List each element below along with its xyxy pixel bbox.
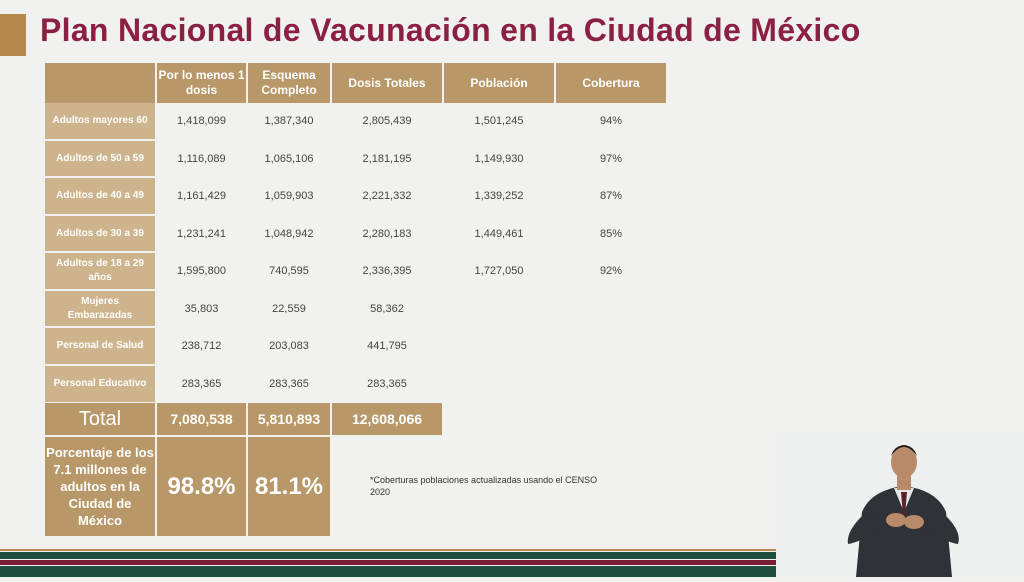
footnote: *Coberturas poblaciones actualizadas usando el CENSO 2020 [370, 475, 598, 497]
table-cell: 1,149,930 [474, 152, 524, 165]
table-cell: 1,595,800 [177, 265, 226, 277]
column-header: Por lo menos 1 dosis [157, 63, 246, 103]
row-label: Adultos de 30 a 39 [45, 216, 155, 251]
stripe-gold [0, 549, 776, 551]
column-header: Cobertura [556, 63, 666, 103]
table-header-corner [45, 63, 155, 103]
table-cell: 1,387,340 [264, 115, 314, 127]
table-cell: 85% [599, 227, 623, 240]
table-cell: 1,727,050 [474, 265, 524, 277]
stripe-green [0, 552, 776, 559]
table-cell: 1,059,903 [264, 190, 314, 202]
table-cell: 2,280,183 [362, 227, 412, 240]
table-cell: 1,048,942 [264, 227, 314, 240]
table-cell [444, 291, 554, 326]
table-cell: 22,559 [272, 302, 306, 315]
total-value: 5,810,893 [248, 403, 330, 435]
column-header: Población [444, 63, 554, 103]
table-cell: 2,181,195 [362, 152, 412, 165]
percentage-label: Porcentaje de los 7.1 millones de adultos en la Ciudad de México [45, 437, 155, 536]
table-cell: 283,365 [367, 378, 407, 390]
stripe-maroon [0, 560, 776, 565]
table-cell: 441,795 [367, 340, 407, 352]
total-value: 7,080,538 [157, 403, 246, 435]
table-cell: 58,362 [370, 302, 404, 315]
table-cell: 1,339,252 [474, 190, 524, 202]
row-label: Adultos mayores 60 [45, 103, 155, 139]
interpreter-figure [776, 432, 1024, 577]
table-cell: 97% [599, 152, 623, 165]
table-cell: 2,221,332 [362, 190, 412, 202]
table-cell [444, 366, 554, 402]
percentage-value: 81.1% [248, 437, 330, 536]
table-cell: 1,116,089 [177, 152, 226, 165]
table-cell: 1,418,099 [177, 115, 226, 127]
total-label: Total [45, 403, 155, 435]
row-label: Adultos de 50 a 59 [45, 141, 155, 176]
table-cell: 87% [599, 190, 623, 202]
table-cell: 94% [599, 115, 623, 127]
column-header: Dosis Totales [332, 63, 442, 103]
row-label: Personal de Salud [45, 328, 155, 364]
sign-language-interpreter-video [776, 432, 1024, 577]
row-label: Adultos de 18 a 29 años [45, 253, 155, 289]
table-cell: 283,365 [269, 378, 309, 390]
table-cell: 283,365 [181, 378, 222, 390]
table-cell: 740,595 [269, 265, 309, 277]
table-cell: 92% [599, 265, 623, 277]
table-cell [556, 366, 666, 402]
page-title: Plan Nacional de Vacunación en la Ciudad de México [40, 12, 861, 48]
table-cell [556, 328, 666, 364]
stripe-green-bottom [0, 566, 776, 577]
table-cell: 1,449,461 [474, 227, 524, 240]
row-label: Adultos de 40 a 49 [45, 178, 155, 214]
table-cell: 2,336,395 [362, 265, 412, 277]
total-value: 12,608,066 [332, 403, 442, 435]
table-cell: 1,065,106 [264, 152, 314, 165]
row-label: Personal Educativo [45, 366, 155, 402]
table-cell [556, 291, 666, 326]
table-cell: 35,803 [184, 302, 219, 315]
table-cell: 1,501,245 [474, 115, 524, 127]
table-cell: 2,805,439 [362, 115, 412, 127]
title-accent-bar [0, 14, 26, 56]
table-cell: 1,231,241 [177, 227, 226, 240]
row-label: Mujeres Embarazadas [45, 291, 155, 326]
table-cell: 203,083 [269, 340, 309, 352]
percentage-value: 98.8% [157, 437, 246, 536]
table-cell: 238,712 [181, 340, 222, 352]
column-header: Esquema Completo [248, 63, 330, 103]
table-cell [444, 328, 554, 364]
table-cell: 1,161,429 [177, 190, 226, 202]
